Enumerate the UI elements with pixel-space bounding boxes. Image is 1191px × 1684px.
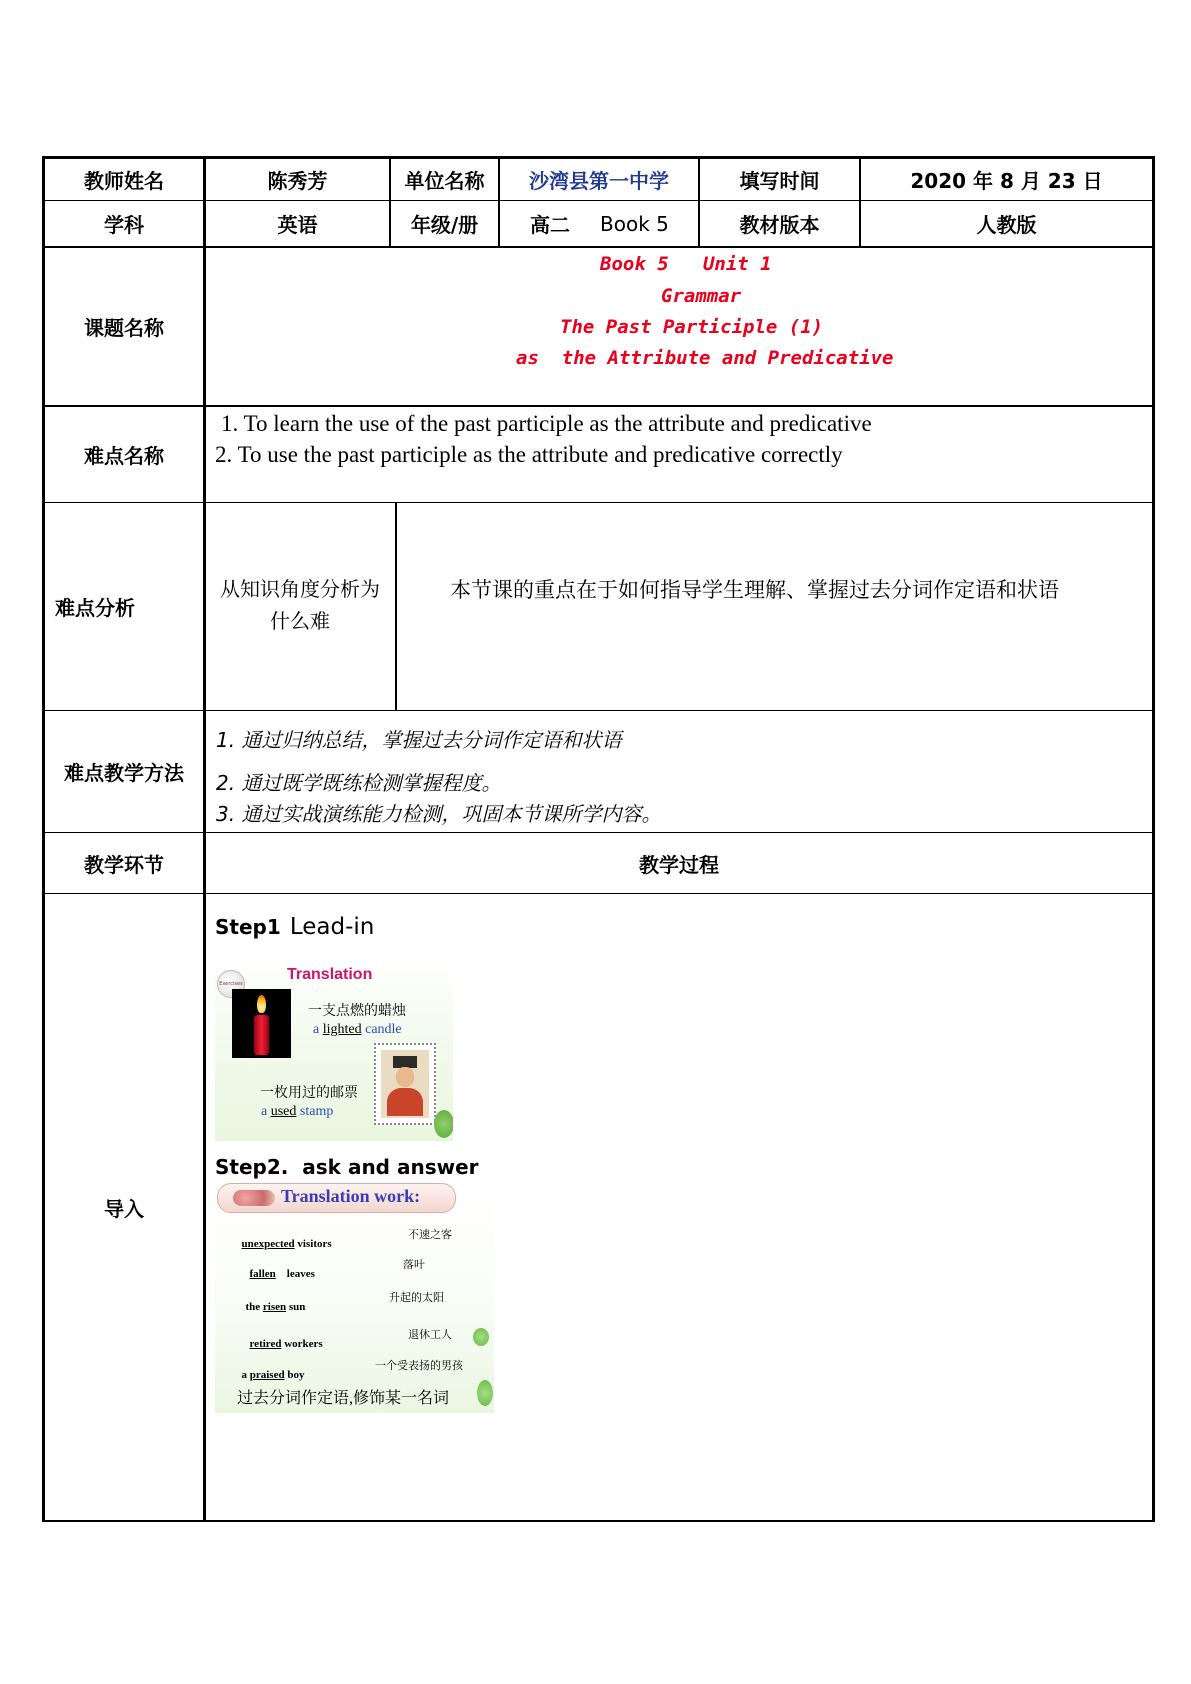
subject-label: 学科 <box>104 213 144 237</box>
analysis-text: 本节课的重点在于如何指导学生理解、掌握过去分词作定语和状语 <box>450 578 1059 602</box>
slide2-row1-post: visitors <box>294 1238 332 1250</box>
topic-line-3: The Past Participle (1) <box>560 316 824 338</box>
subject-value: 英语 <box>277 213 318 237</box>
slide1-item2-en <box>261 1104 333 1120</box>
slide1-item1-pre: a <box>313 1022 320 1037</box>
table-border-bottom <box>42 1520 1155 1522</box>
slide2-row2-key: fallen <box>249 1268 276 1280</box>
slide1-item1-post: candle <box>365 1022 402 1037</box>
stage-value: 导入 <box>104 1196 144 1221</box>
slide2-summary: 过去分词作定语,修饰某一名词 <box>237 1390 450 1407</box>
slide2-row2-post: leaves <box>275 1268 315 1280</box>
grade-value <box>500 201 698 246</box>
slide2-row3-key: risen <box>262 1301 287 1313</box>
date-label: 填写时间 <box>739 169 820 193</box>
slide2-row-5-cn: 一个受表扬的男孩 <box>375 1360 463 1372</box>
difficulty-label: 难点名称 <box>84 444 164 468</box>
slide2-row1-key: unexpected <box>241 1238 295 1250</box>
topic-line-2: Grammar <box>661 285 742 307</box>
table-line <box>42 246 1155 248</box>
candle-picture <box>232 989 291 1058</box>
clover-decoration-icon <box>473 1328 489 1346</box>
difficulty-item-2: 2. To use the past participle as the attribute and predicative correctly <box>215 442 843 467</box>
grade-label: 年级/册 <box>410 213 479 237</box>
table-border-right <box>1152 156 1155 1522</box>
method-item-3: 3. 通过实战演练能力检测，巩固本节课所学内容。 <box>216 802 662 826</box>
slide2-row-3-cn: 升起的太阳 <box>389 1292 444 1304</box>
slide1-item2-pre: a <box>261 1104 268 1119</box>
slide2-row3-post: sun <box>286 1301 306 1313</box>
slide1-item1-cn: 一支点燃的蜡烛 <box>308 1004 406 1019</box>
candle-body <box>254 1015 269 1055</box>
slide2-row-2-cn: 落叶 <box>403 1259 425 1271</box>
translation-slide-1 <box>215 960 453 1141</box>
slide2-row-3 <box>229 1289 305 1325</box>
method-label: 难点教学方法 <box>64 761 184 785</box>
slide1-title: Translation <box>287 966 373 983</box>
table-line <box>42 405 1155 407</box>
clover-decoration-icon <box>477 1380 493 1406</box>
textbook-value: 人教版 <box>976 213 1037 237</box>
table-line <box>42 710 1155 711</box>
analysis-label: 难点分析 <box>55 596 135 620</box>
candle-flame-icon <box>257 995 266 1013</box>
translation-slide-2 <box>215 1180 494 1413</box>
step2-heading: Step2. ask and answer <box>215 1155 479 1179</box>
step1-rest: Lead-in <box>289 914 375 940</box>
slide1-item2-key: used <box>270 1104 297 1119</box>
topic-label: 课题名称 <box>84 316 164 340</box>
slide1-item2-post: stamp <box>299 1104 334 1119</box>
analysis-sub-label: 从知识角度分析为什么难 <box>220 577 380 633</box>
slide2-row4-key: retired <box>249 1338 282 1350</box>
table-line <box>42 893 1155 894</box>
stamp-face <box>396 1067 414 1087</box>
slide2-row3-pre: the <box>245 1301 263 1313</box>
slide2-row4-post: workers <box>281 1338 323 1350</box>
stage-label: 教学环节 <box>84 852 164 877</box>
process-label: 教学过程 <box>639 852 719 877</box>
stamp-robe <box>387 1088 423 1116</box>
step1-heading <box>215 914 374 940</box>
teacher-name-label: 教师姓名 <box>84 169 164 193</box>
teacher-name-value: 陈秀芳 <box>267 169 328 193</box>
slide1-item1-en <box>313 1022 402 1038</box>
topic-line-1: Book 5 Unit 1 <box>600 253 772 275</box>
clover-decoration-icon <box>434 1110 453 1138</box>
date-value: 2020 年 8 月 23 日 <box>910 169 1103 193</box>
slide2-row5-post: boy <box>284 1369 305 1381</box>
stamp-picture <box>374 1043 436 1125</box>
method-item-1: 1. 通过归纳总结，掌握过去分词作定语和状语 <box>216 728 622 752</box>
unit-value: 沙湾县第一中学 <box>529 169 669 193</box>
exercise-badge-text: Exercises <box>219 981 243 987</box>
grade-text: 高二 <box>530 213 570 237</box>
slide2-title: Translation work: <box>281 1186 421 1206</box>
step1-bold: Step1 <box>215 915 281 939</box>
unit-label: 单位名称 <box>404 169 485 193</box>
slide2-flower-icon <box>233 1190 275 1206</box>
slide2-row5-key: praised <box>249 1369 285 1381</box>
slide1-item1-key: lighted <box>322 1022 362 1037</box>
slide2-row-4-cn: 退休工人 <box>408 1329 452 1341</box>
topic-line-4: as the Attribute and Predicative <box>516 347 894 369</box>
method-item-2: 2. 通过既学既练检测掌握程度。 <box>216 771 502 795</box>
table-line <box>42 502 1155 503</box>
difficulty-item-1: 1. To learn the use of the past participle as the attribute and predicative <box>221 411 872 436</box>
stamp-portrait <box>381 1050 429 1118</box>
slide1-item2-cn: 一枚用过的邮票 <box>260 1086 358 1101</box>
slide2-row5-pre: a <box>241 1369 250 1381</box>
slide2-row-1-cn: 不速之客 <box>408 1229 452 1241</box>
grade-book: Book 5 <box>600 211 669 236</box>
slide2-row-2 <box>233 1256 315 1292</box>
table-line <box>395 502 397 710</box>
textbook-label: 教材版本 <box>739 213 820 237</box>
